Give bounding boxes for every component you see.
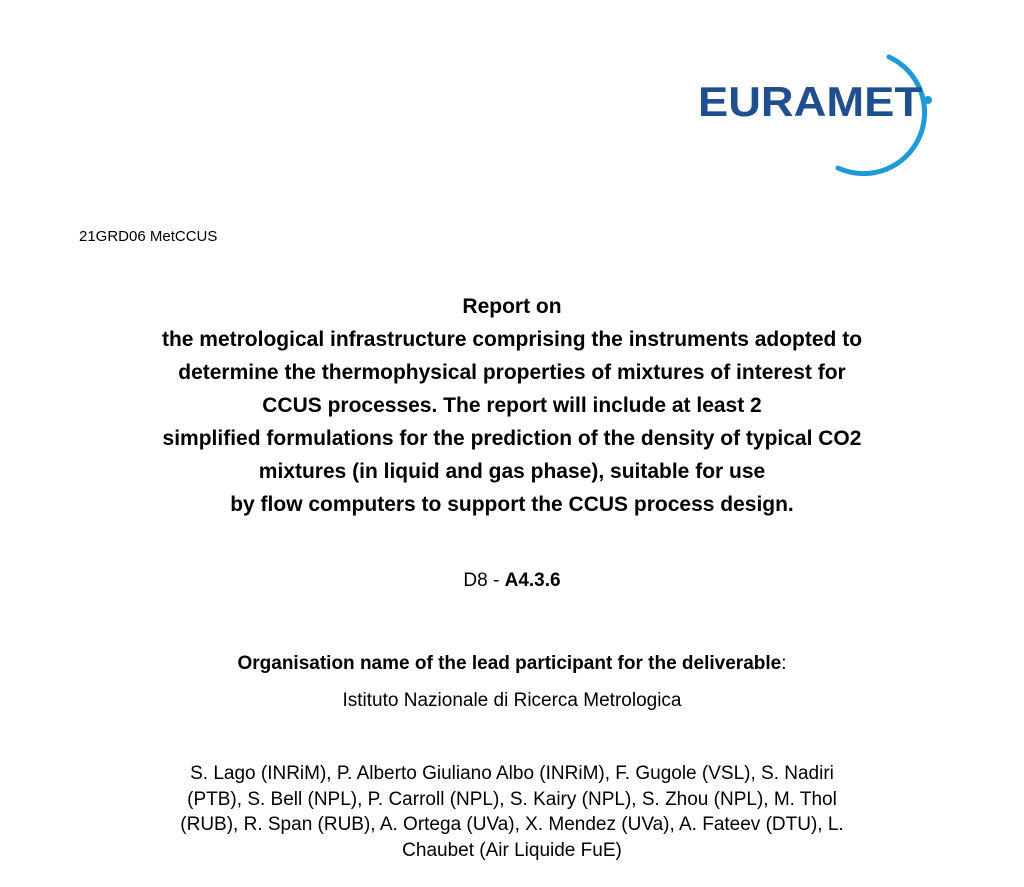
lead-participant-heading: Organisation name of the lead participant for the deliverable [237, 653, 782, 674]
title-line: CCUS processes. The report will include at least 2 [262, 394, 762, 417]
euramet-logo-graphic [696, 48, 946, 176]
author-line: S. Lago (INRiM), P. Alberto Giuliano Albo (INRiM), F. Gugole (VSL), S. Nadiri [190, 763, 834, 784]
svg-text:EURAMET: EURAMET [698, 78, 923, 125]
lead-participant-colon: : [781, 653, 787, 674]
lead-participant-name: Istituto Nazionale di Ricerca Metrologica [342, 690, 682, 711]
deliverable-id [0, 570, 1024, 592]
deliverable-prefix: D8 - [463, 570, 505, 591]
title-line: the metrological infrastructure comprising the instruments adopted to [161, 328, 863, 351]
title-line: by flow computers to support the CCUS process design. [230, 493, 794, 516]
title-line: simplified formulations for the prediction of the density of typical CO2 [162, 427, 862, 450]
deliverable-code: A4.3.6 [504, 570, 561, 591]
euramet-logo [696, 48, 946, 176]
lead-participant-label [0, 653, 1024, 675]
author-list [0, 761, 1024, 863]
author-line: Chaubet (Air Liquide FuE) [402, 839, 622, 861]
title-line: mixtures (in liquid and gas phase), suitable for use [258, 460, 766, 483]
title-line: determine the thermophysical properties of mixtures of interest for [178, 361, 846, 384]
author-line: (PTB), S. Bell (NPL), P. Carroll (NPL), S. Kairy (NPL), S. Zhou (NPL), M. Thol [187, 788, 837, 810]
report-title [0, 290, 1024, 521]
project-code: 21GRD06 MetCCUS [79, 228, 218, 245]
title-line: Report on [462, 295, 562, 318]
author-line: (RUB), R. Span (RUB), A. Ortega (UVa), X. Mendez (UVa), A. Fateev (DTU), L. [180, 814, 844, 835]
